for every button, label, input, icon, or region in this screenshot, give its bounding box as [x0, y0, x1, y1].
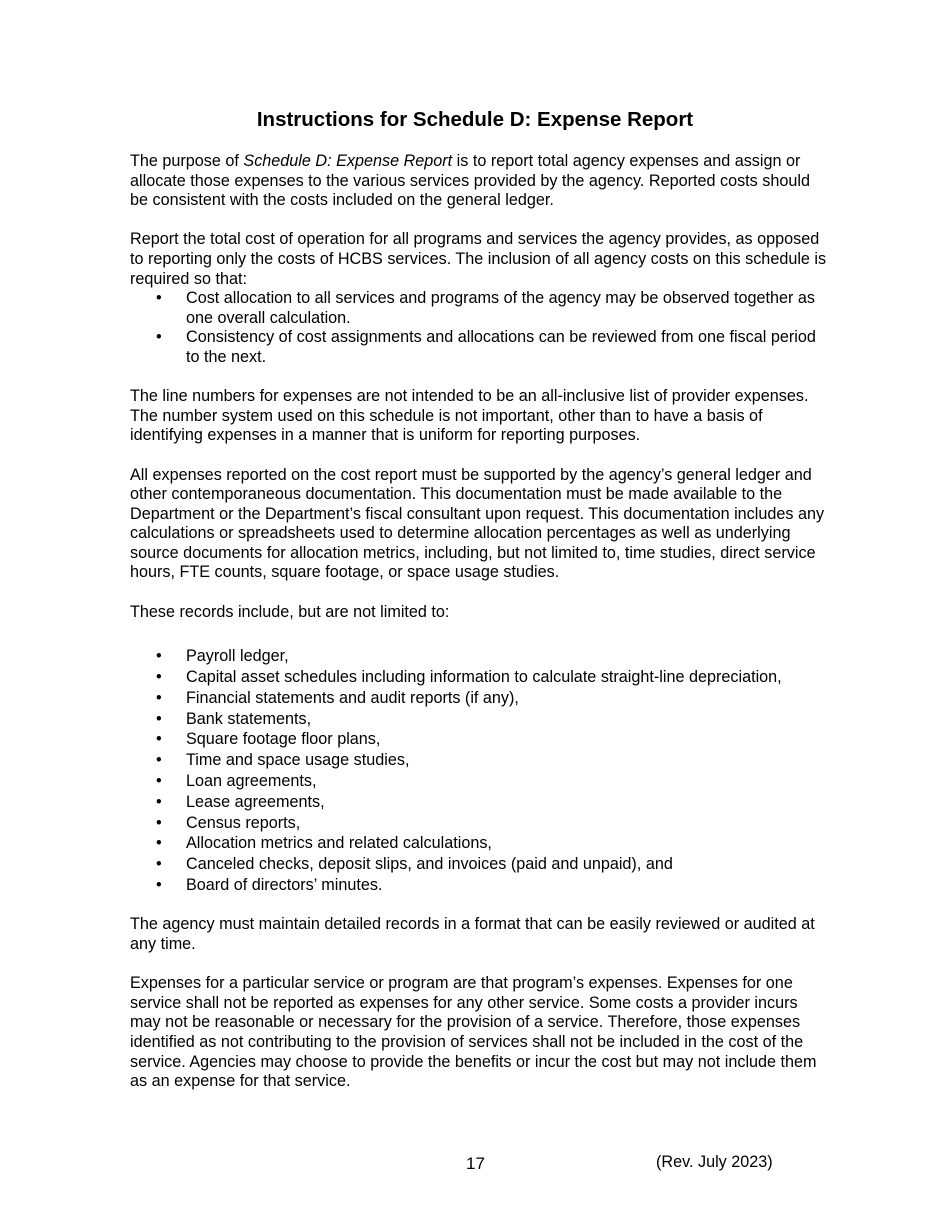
maintain-records-paragraph: The agency must maintain detailed records in a format that can be easily reviewed or audited at any time. [130, 915, 815, 953]
support-paragraph: All expenses reported on the cost report must be supported by the agency’s general ledger and other contemporaneous documentation. This documentation must be made available to the Department or the Department’s fiscal consultant upon request. This documentation includes any calculations or spreadsheets used to determine allocation percentages as well as underlying source documents for allocation metrics, including, but not limited to, time studies, direct service hours, FTE counts, square footage, or space usage studies. [130, 465, 825, 582]
total-cost-paragraph: Report the total cost of operation for all programs and services the agency provides, as opposed to reporting only the costs of HCBS services. The inclusion of all agency costs on this schedule is required so that: [130, 230, 827, 288]
list-item: • Board of directors’ minutes. [130, 875, 830, 896]
list-item: • Canceled checks, deposit slips, and invoices (paid and unpaid), and [130, 854, 830, 875]
list-item: • Time and space usage studies, [130, 750, 830, 771]
reasons-list [130, 289, 830, 367]
list-item: • Bank statements, [130, 709, 830, 730]
page-number: 17 [466, 1154, 485, 1173]
spacer [130, 583, 830, 603]
intro-paragraph [130, 152, 830, 211]
line-numbers-paragraph: The line numbers for expenses are not intended to be an all-inclusive list of provider expenses. The number system used on this schedule is not important, other than to have a basis of identifying expenses in a manner that is uniform for reporting purposes. [130, 387, 809, 445]
revision-note: (Rev. July 2023) [656, 1153, 773, 1171]
schedule-name: Schedule D: Expense Report [243, 152, 453, 170]
page-content [130, 108, 830, 1092]
records-list [130, 646, 830, 896]
list-item: • Cost allocation to all services and programs of the agency may be observed together as one overall calculation. [130, 289, 830, 328]
spacer [130, 955, 830, 975]
records-intro: These records include, but are not limited to: [130, 602, 450, 621]
list-item: • Lease agreements, [130, 792, 830, 813]
list-item: • Payroll ledger, [130, 646, 830, 667]
spacer [130, 446, 830, 466]
list-item: • Census reports, [130, 813, 830, 834]
page-title: Instructions for Schedule D: Expense Report [256, 108, 694, 131]
spacer [130, 896, 830, 916]
list-item: • Financial statements and audit reports (if any), [130, 688, 830, 709]
intro-lead: The purpose of [130, 152, 244, 170]
spacer [130, 368, 830, 388]
intro-rest: is to report total agency expenses and assign or allocate those expenses to the various services provided by the agency. Reported costs should be consistent with the costs included on the general ledger. [130, 152, 810, 210]
spacer [130, 211, 830, 231]
spacer [130, 622, 830, 646]
list-item: • Capital asset schedules including information to calculate straight-line depreciation, [130, 667, 830, 688]
list-item: • Allocation metrics and related calculations, [130, 833, 830, 854]
list-item: • Square footage floor plans, [130, 729, 830, 750]
list-item: • Consistency of cost assignments and allocations can be reviewed from one fiscal period to the next. [130, 328, 830, 367]
expenses-paragraph: Expenses for a particular service or program are that program’s expenses. Expenses for one service shall not be reported as expenses for any other service. Some costs a provider incurs may not be reasonable or necessary for the provision of a service. Therefore, those expenses identified as not contributing to the provision of services shall not be included in the cost of the service. Agencies may choose to provide the benefits or incur the cost but may not include them as an expense for that service. [130, 974, 817, 1091]
list-item: • Loan agreements, [130, 771, 830, 792]
